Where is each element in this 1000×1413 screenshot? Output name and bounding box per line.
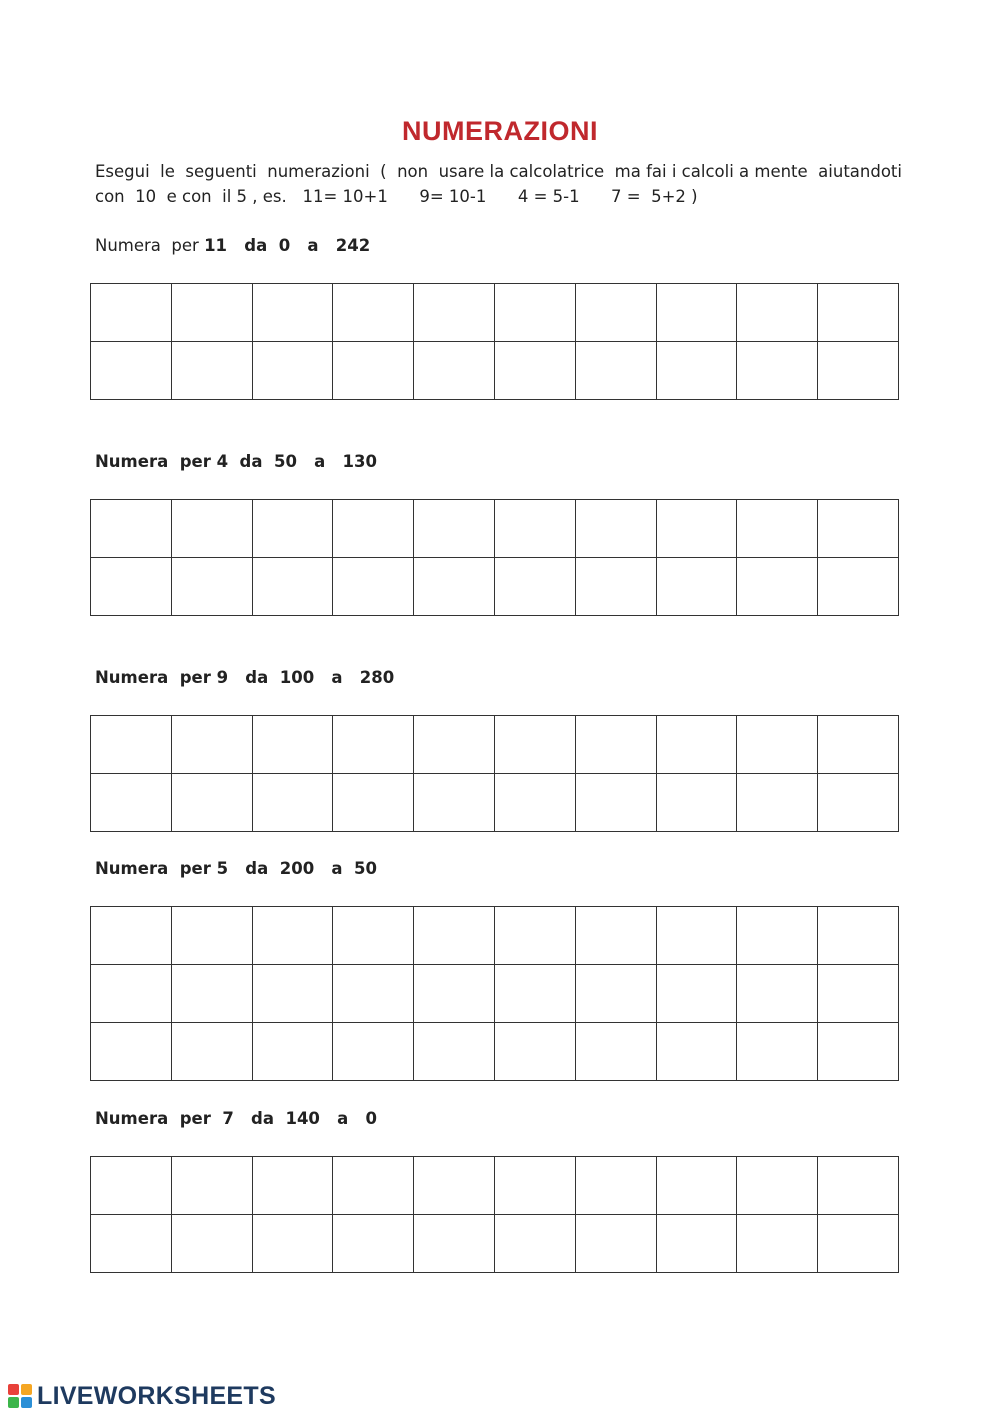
answer-cell[interactable] <box>414 1215 495 1273</box>
answer-cell[interactable] <box>333 284 414 342</box>
answer-cell[interactable] <box>252 774 333 832</box>
answer-cell[interactable] <box>414 1157 495 1215</box>
answer-cell[interactable] <box>656 342 737 400</box>
exercise-2-label-bold: Numera per 4 da 50 a 130 <box>95 452 377 471</box>
grid-row <box>91 1215 899 1273</box>
answer-cell[interactable] <box>252 907 333 965</box>
liveworksheets-brand: LIVEWORKSHEETS <box>37 1381 276 1410</box>
answer-cell[interactable] <box>252 1157 333 1215</box>
answer-cell[interactable] <box>91 965 172 1023</box>
answer-cell[interactable] <box>656 965 737 1023</box>
answer-cell[interactable] <box>656 558 737 616</box>
answer-cell[interactable] <box>494 716 575 774</box>
answer-cell[interactable] <box>333 1215 414 1273</box>
answer-cell[interactable] <box>333 1157 414 1215</box>
answer-cell[interactable] <box>91 774 172 832</box>
answer-cell[interactable] <box>818 284 899 342</box>
answer-cell[interactable] <box>252 500 333 558</box>
answer-cell[interactable] <box>414 284 495 342</box>
answer-cell[interactable] <box>494 1215 575 1273</box>
exercise-2-label <box>95 452 377 471</box>
answer-cell[interactable] <box>737 284 818 342</box>
answer-cell[interactable] <box>575 774 656 832</box>
answer-cell[interactable] <box>575 716 656 774</box>
answer-cell[interactable] <box>575 1215 656 1273</box>
exercise-1-label-bold: 11 da 0 a 242 <box>204 236 371 255</box>
answer-cell[interactable] <box>171 342 252 400</box>
answer-cell[interactable] <box>656 284 737 342</box>
answer-cell[interactable] <box>656 1215 737 1273</box>
answer-cell[interactable] <box>575 342 656 400</box>
logo-square-3 <box>8 1397 19 1408</box>
answer-cell[interactable] <box>656 500 737 558</box>
grid-row <box>91 774 899 832</box>
answer-cell[interactable] <box>656 907 737 965</box>
answer-cell[interactable] <box>91 558 172 616</box>
logo-square-1 <box>8 1384 19 1395</box>
answer-cell[interactable] <box>494 965 575 1023</box>
answer-cell[interactable] <box>737 774 818 832</box>
answer-cell[interactable] <box>91 907 172 965</box>
answer-cell[interactable] <box>414 774 495 832</box>
answer-cell[interactable] <box>171 716 252 774</box>
answer-cell[interactable] <box>818 774 899 832</box>
answer-cell[interactable] <box>171 1023 252 1081</box>
answer-cell[interactable] <box>252 965 333 1023</box>
answer-cell[interactable] <box>494 907 575 965</box>
liveworksheets-logo <box>8 1382 276 1410</box>
answer-cell[interactable] <box>171 774 252 832</box>
answer-cell[interactable] <box>737 1023 818 1081</box>
logo-square-2 <box>21 1384 32 1395</box>
answer-cell[interactable] <box>656 716 737 774</box>
exercise-5-label-bold: Numera per 7 da 140 a 0 <box>95 1109 377 1128</box>
answer-cell[interactable] <box>818 716 899 774</box>
answer-cell[interactable] <box>575 907 656 965</box>
answer-cell[interactable] <box>171 965 252 1023</box>
exercise-4-grid <box>90 906 899 1081</box>
answer-cell[interactable] <box>414 342 495 400</box>
answer-cell[interactable] <box>818 1023 899 1081</box>
answer-cell[interactable] <box>414 965 495 1023</box>
answer-cell[interactable] <box>333 965 414 1023</box>
answer-cell[interactable] <box>171 907 252 965</box>
answer-cell[interactable] <box>333 774 414 832</box>
answer-cell[interactable] <box>737 558 818 616</box>
answer-cell[interactable] <box>91 342 172 400</box>
answer-cell[interactable] <box>656 1023 737 1081</box>
answer-cell[interactable] <box>494 500 575 558</box>
answer-cell[interactable] <box>171 1215 252 1273</box>
instructions-line-2: con 10 e con il 5 , es. 11= 10+1 9= 10-1 4 = 5-1 7 = 5+2 ) <box>95 187 698 206</box>
answer-cell[interactable] <box>494 284 575 342</box>
answer-cell[interactable] <box>91 1157 172 1215</box>
answer-cell[interactable] <box>252 1215 333 1273</box>
answer-cell[interactable] <box>818 965 899 1023</box>
answer-cell[interactable] <box>252 1023 333 1081</box>
exercise-1-label <box>95 236 370 255</box>
answer-cell[interactable] <box>818 342 899 400</box>
answer-cell[interactable] <box>333 558 414 616</box>
grid-row <box>91 1023 899 1081</box>
answer-cell[interactable] <box>252 716 333 774</box>
answer-cell[interactable] <box>333 907 414 965</box>
answer-cell[interactable] <box>818 500 899 558</box>
answer-cell[interactable] <box>818 558 899 616</box>
answer-cell[interactable] <box>494 558 575 616</box>
answer-cell[interactable] <box>171 558 252 616</box>
answer-cell[interactable] <box>575 1023 656 1081</box>
page-title: NUMERAZIONI <box>402 116 598 146</box>
liveworksheets-logo-icon <box>8 1384 32 1408</box>
exercise-4-label-bold: Numera per 5 da 200 a 50 <box>95 859 377 878</box>
answer-cell[interactable] <box>575 965 656 1023</box>
answer-cell[interactable] <box>737 1215 818 1273</box>
answer-cell[interactable] <box>494 342 575 400</box>
answer-cell[interactable] <box>494 774 575 832</box>
answer-cell[interactable] <box>91 716 172 774</box>
answer-cell[interactable] <box>414 500 495 558</box>
grid-row <box>91 500 899 558</box>
answer-cell[interactable] <box>414 907 495 965</box>
grid-row <box>91 1157 899 1215</box>
answer-cell[interactable] <box>818 1215 899 1273</box>
grid-row <box>91 284 899 342</box>
answer-cell[interactable] <box>575 1157 656 1215</box>
answer-cell[interactable] <box>737 342 818 400</box>
answer-cell[interactable] <box>91 1023 172 1081</box>
answer-cell[interactable] <box>171 284 252 342</box>
answer-cell[interactable] <box>575 284 656 342</box>
grid-row <box>91 907 899 965</box>
answer-cell[interactable] <box>737 500 818 558</box>
answer-cell[interactable] <box>333 342 414 400</box>
answer-cell[interactable] <box>252 284 333 342</box>
answer-cell[interactable] <box>333 716 414 774</box>
exercise-3-label <box>95 668 394 687</box>
answer-cell[interactable] <box>737 716 818 774</box>
answer-cell[interactable] <box>737 965 818 1023</box>
answer-cell[interactable] <box>575 500 656 558</box>
answer-cell[interactable] <box>737 1157 818 1215</box>
answer-cell[interactable] <box>575 558 656 616</box>
answer-cell[interactable] <box>656 1157 737 1215</box>
exercise-3-grid <box>90 715 899 832</box>
answer-cell[interactable] <box>91 284 172 342</box>
grid-row <box>91 716 899 774</box>
answer-cell[interactable] <box>333 1023 414 1081</box>
exercise-1-grid <box>90 283 899 400</box>
exercise-2-grid <box>90 499 899 616</box>
logo-square-4 <box>21 1397 32 1408</box>
answer-cell[interactable] <box>91 1215 172 1273</box>
grid-row <box>91 965 899 1023</box>
exercise-3-label-bold: Numera per 9 da 100 a 280 <box>95 668 395 687</box>
answer-cell[interactable] <box>494 1023 575 1081</box>
answer-cell[interactable] <box>91 500 172 558</box>
grid-row <box>91 558 899 616</box>
grid-row <box>91 342 899 400</box>
answer-cell[interactable] <box>737 907 818 965</box>
answer-cell[interactable] <box>656 774 737 832</box>
answer-cell[interactable] <box>414 716 495 774</box>
answer-cell[interactable] <box>333 500 414 558</box>
answer-cell[interactable] <box>252 558 333 616</box>
answer-cell[interactable] <box>171 1157 252 1215</box>
exercise-5-grid <box>90 1156 899 1273</box>
answer-cell[interactable] <box>171 500 252 558</box>
answer-cell[interactable] <box>414 558 495 616</box>
answer-cell[interactable] <box>818 907 899 965</box>
answer-cell[interactable] <box>818 1157 899 1215</box>
exercise-5-label <box>95 1109 377 1128</box>
instructions-line-1: Esegui le seguenti numerazioni ( non usare la calcolatrice ma fai i calcoli a mente aiutandoti <box>95 162 902 181</box>
answer-cell[interactable] <box>494 1157 575 1215</box>
exercise-1-label-prefix: Numera per <box>95 236 205 255</box>
answer-cell[interactable] <box>414 1023 495 1081</box>
answer-cell[interactable] <box>252 342 333 400</box>
exercise-4-label <box>95 859 377 878</box>
